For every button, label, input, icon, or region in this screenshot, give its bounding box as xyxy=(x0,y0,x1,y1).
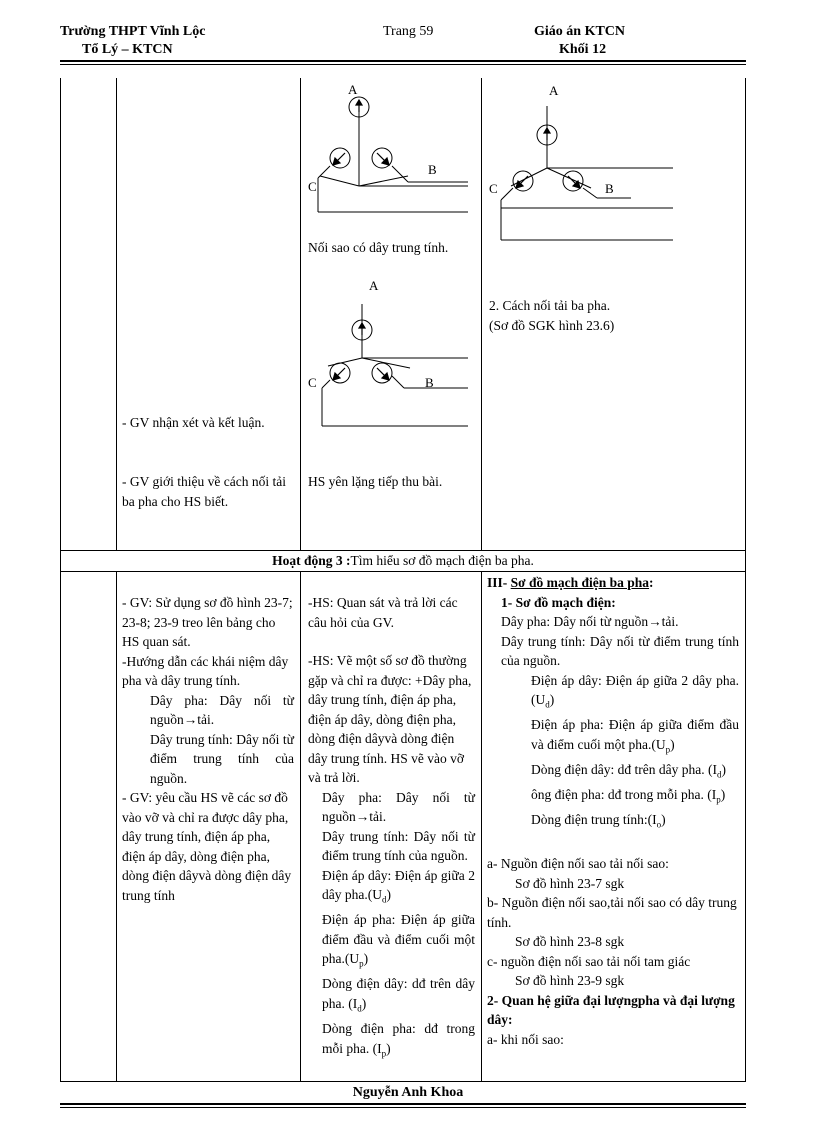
header-rule xyxy=(60,60,746,62)
subsection-1-title: 1- Sơ đồ mạch điện: xyxy=(501,594,616,610)
content-line-7: Dòng điện trung $tính:(I_o)$ xyxy=(531,812,666,830)
footer-rule-thin xyxy=(60,1107,746,1108)
footer-author: Nguyễn Anh Khoa xyxy=(352,1085,464,1100)
load-connection-ref: (Sơ đồ SGK hình 23.6) xyxy=(489,318,615,333)
gv-intro: - GV giới thiệu về cách nối tải ba pha cho HS biết. xyxy=(122,474,286,509)
load-connection-title: 2. Cách nối tải ba pha. xyxy=(489,298,611,313)
hs-line-1: -HS: Quan sát và trả lời các câu hỏi của GV. xyxy=(308,595,458,630)
content-line-5: Dòng điện dây: dđ trên dây pha. $(I_d)$ xyxy=(531,761,726,780)
content-case-a-ref: Sơ đồ hình 23-7 sgk xyxy=(515,875,625,891)
star-neutral-caption: Nối sao có dây trung tính. xyxy=(308,240,449,255)
header-rule-thin xyxy=(60,64,746,65)
label-b: B xyxy=(428,162,437,177)
column-divider-1-bottom xyxy=(116,571,117,1082)
gv-column xyxy=(122,593,294,905)
label-a-3: A xyxy=(549,83,559,98)
star-neutral-diagram-2 xyxy=(300,276,481,436)
table-border-bottom xyxy=(60,1081,746,1082)
gv-line-5: - GV: yêu cầu HS vẽ các sơ đồ vào vỡ và chỉ ra được dây pha, dây trung tính, điện áp pha, điện áp dây, dòng điện pha, dòng điện dâyvà dòng điện dây trung tính xyxy=(122,790,292,903)
content-line-2: Dây trung tính: Dây nối từ điểm trung tính của nguồn. xyxy=(501,633,739,668)
label-a: A xyxy=(348,82,358,97)
gv-line-2: -Hướng dẫn các khái niệm dây pha và dây trung tính. xyxy=(122,653,289,688)
hs-line-3: Dây pha: Dây nối từ nguồn→tải. xyxy=(322,789,475,824)
table-border-right xyxy=(745,78,746,1082)
document-title: Giáo án KTCN xyxy=(534,24,626,39)
label-c-2: C xyxy=(308,375,317,390)
footer-rule xyxy=(60,1103,746,1105)
star-load-diagram xyxy=(481,78,745,248)
page-number: Trang 59 xyxy=(383,24,434,39)
table-border-left xyxy=(60,78,61,1082)
label-c: C xyxy=(308,179,317,194)
gv-line-1: - GV: Sử dụng sơ đồ hình 23-7; 23-8; 23-9 treo lên bảng cho HS quan sát. xyxy=(122,595,293,649)
hs-line-4: Dây trung tính: Dây nối từ điểm trung tính của nguồn. xyxy=(322,828,475,863)
activity-3-header xyxy=(60,551,746,570)
label-b-2: B xyxy=(425,375,434,390)
hs-line-8: Dòng điện pha: dđ trong mỗi pha. $(I_p)$ xyxy=(322,1021,475,1059)
grade-label: Khối 12 xyxy=(559,42,607,57)
column-divider-1-top xyxy=(116,78,117,550)
label-c-3: C xyxy=(489,181,498,196)
content-column xyxy=(487,573,739,1049)
label-a-2: A xyxy=(369,278,379,293)
gv-comment: - GV nhận xét và kết luận. xyxy=(122,415,265,430)
hs-line-5: Điện áp dây: Điện áp giữa 2 dây $pha.(U_d)$ xyxy=(322,867,475,905)
content-line-1: Dây pha: Dây nối từ nguồn→tải. xyxy=(501,614,679,629)
hs-listen: HS yên lặng tiếp thu bài. xyxy=(308,474,443,489)
star-neutral-diagram-1 xyxy=(300,78,481,238)
content-case-c: c- nguồn điện nối sao tải nối tam giác xyxy=(487,953,691,969)
column-divider-2-bottom xyxy=(300,571,301,1082)
activity-3-prefix: Hoạt động 3 : xyxy=(272,553,351,568)
hs-column xyxy=(308,593,475,1064)
label-b-3: B xyxy=(605,181,614,196)
content-case-b: b- Nguồn điện nối sao,tải nối sao có dây trung tính. xyxy=(487,895,737,930)
content-line-3: Điện áp dây: Điện áp giữa 2 dây $pha.(U_d)$ xyxy=(531,672,739,710)
content-case-a: a- Nguồn điện nối sao tải nối sao: xyxy=(487,856,669,872)
row-divider-bottom xyxy=(60,571,746,572)
hs-line-6: Điện áp pha: Điện áp giữa điểm đầu và điểm cuối một $pha.(U_p)$ xyxy=(322,912,475,969)
section-iii-title: III- Sơ đồ mạch điện ba pha: xyxy=(487,575,654,590)
activity-3-text: Tìm hiểu sơ đồ mạch điện ba pha. xyxy=(350,553,534,568)
gv-line-3: Dây pha: Dây nối từ nguồn→tải. xyxy=(150,692,294,727)
hs-line-7: Dòng điện dây: dđ trên dây pha. $(I_d)$ xyxy=(322,976,475,1014)
content-line-4: Điện áp pha: Điện áp giữa điểm đầu và điểm cuối một $pha.(U_p)$ xyxy=(531,717,739,755)
content-line-6: ông điện pha: dđ trong mỗi pha. $(I_p)$ xyxy=(531,787,726,805)
content-case-b-ref: Sơ đồ hình 23-8 sgk xyxy=(515,934,625,950)
department-name: Tổ Lý – KTCN xyxy=(82,42,173,57)
content-case-c-ref: Sơ đồ hình 23-9 sgk xyxy=(515,973,625,989)
content-star-case: a- khi nối sao: xyxy=(487,1031,564,1047)
subsection-2-title: 2- Quan hệ giữa đại lượngpha và đại lượng dây: xyxy=(487,992,735,1028)
column-divider-3-bottom xyxy=(481,571,482,1082)
gv-line-4: Dây trung tính: Dây nối từ điểm trung tính của nguồn. xyxy=(150,731,294,786)
school-name: Trường THPT Vĩnh Lộc xyxy=(60,24,206,39)
hs-line-2: -HS: Vẽ một số sơ đồ thường gặp và chỉ ra được: +Dây pha, dây trung tính, điện áp pha, điện áp dây, dòng điện pha, dòng điện dâyvà dòng điện dây trung tính. HS vẽ vào vỡ và trả lời. xyxy=(308,653,472,785)
